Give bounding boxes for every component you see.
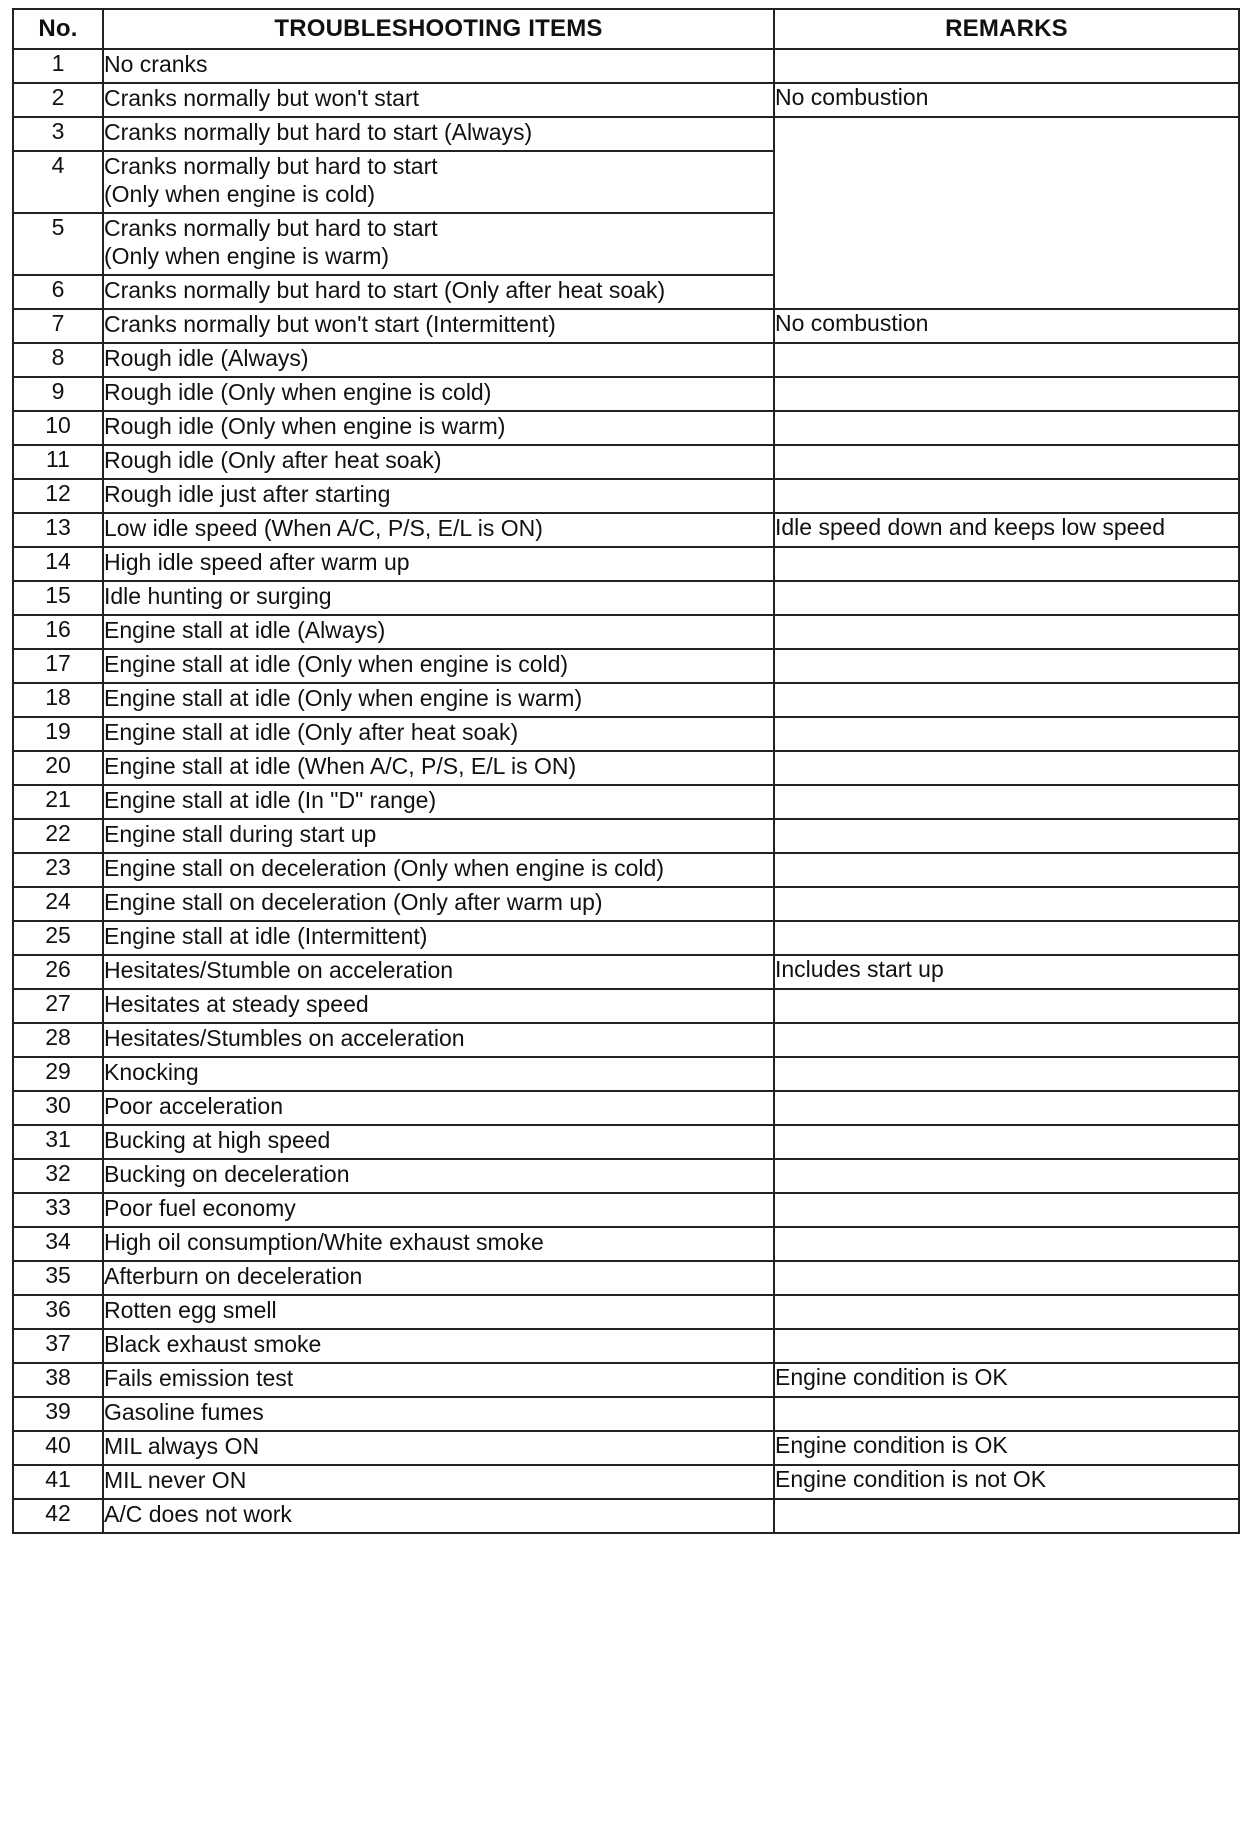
- item-text-line: Rough idle (Only when engine is cold): [104, 379, 492, 405]
- troubleshooting-item: [103, 649, 774, 683]
- item-text-line: Cranks normally but hard to start: [104, 215, 438, 241]
- table-row: [13, 1091, 1239, 1125]
- row-number: 32: [13, 1159, 103, 1193]
- remark-cell: [774, 1159, 1239, 1193]
- item-text-line: Engine stall at idle (Only when engine is cold): [104, 651, 569, 677]
- table-row: [13, 751, 1239, 785]
- header-no: No.: [13, 9, 103, 49]
- troubleshooting-item: [103, 49, 774, 83]
- item-text-line: Engine stall at idle (Always): [104, 617, 386, 643]
- troubleshooting-item: [103, 343, 774, 377]
- troubleshooting-item: [103, 1295, 774, 1329]
- table-row: [13, 1125, 1239, 1159]
- table-row: [13, 1193, 1239, 1227]
- row-number: 17: [13, 649, 103, 683]
- row-number: 42: [13, 1499, 103, 1533]
- row-number: 35: [13, 1261, 103, 1295]
- remark-cell: [774, 1329, 1239, 1363]
- remark-cell: [774, 887, 1239, 921]
- item-text-line: Poor acceleration: [104, 1093, 283, 1119]
- remark-cell: No combustion: [774, 83, 1239, 117]
- table-row: [13, 853, 1239, 887]
- remark-cell: [774, 1023, 1239, 1057]
- troubleshooting-item: [103, 581, 774, 615]
- item-text-line: Idle hunting or surging: [104, 583, 332, 609]
- item-text-line: Cranks normally but won't start: [104, 85, 420, 111]
- item-text-line: Engine stall on deceleration (Only after warm up): [104, 889, 603, 915]
- remark-cell: [774, 649, 1239, 683]
- troubleshooting-item: [103, 513, 774, 547]
- table-row: [13, 513, 1239, 547]
- table-row: [13, 377, 1239, 411]
- remark-cell: [774, 1295, 1239, 1329]
- row-number: 14: [13, 547, 103, 581]
- table-row: [13, 1023, 1239, 1057]
- table-row: [13, 547, 1239, 581]
- item-text-line: (Only when engine is cold): [104, 181, 376, 207]
- table-row: [13, 1363, 1239, 1397]
- remark-cell: [774, 343, 1239, 377]
- item-text-line: Rough idle (Only when engine is warm): [104, 413, 506, 439]
- troubleshooting-item: [103, 547, 774, 581]
- row-number: 20: [13, 751, 103, 785]
- table-body: [13, 49, 1239, 1533]
- row-number: 12: [13, 479, 103, 513]
- troubleshooting-item: [103, 853, 774, 887]
- item-text-line: Engine stall at idle (In "D" range): [104, 787, 437, 813]
- remark-cell: [774, 411, 1239, 445]
- item-text-line: MIL always ON: [104, 1433, 260, 1459]
- troubleshooting-item: [103, 151, 774, 213]
- table-row: [13, 411, 1239, 445]
- troubleshooting-item: [103, 1431, 774, 1465]
- item-text-line: Afterburn on deceleration: [104, 1263, 363, 1289]
- table-row: [13, 989, 1239, 1023]
- troubleshooting-item: [103, 1465, 774, 1499]
- remark-cell: [774, 717, 1239, 751]
- remark-cell: Includes start up: [774, 955, 1239, 989]
- troubleshooting-item: [103, 921, 774, 955]
- table-row: [13, 49, 1239, 83]
- row-number: 25: [13, 921, 103, 955]
- remark-cell: [774, 989, 1239, 1023]
- table-row: [13, 1057, 1239, 1091]
- troubleshooting-item: [103, 1499, 774, 1533]
- row-number: 28: [13, 1023, 103, 1057]
- remark-cell: Engine condition is not OK: [774, 1465, 1239, 1499]
- table-row: [13, 785, 1239, 819]
- troubleshooting-item: [103, 1023, 774, 1057]
- remark-cell: [774, 1091, 1239, 1125]
- remark-cell: No combustion: [774, 309, 1239, 343]
- table-row: [13, 819, 1239, 853]
- row-number: 36: [13, 1295, 103, 1329]
- item-text-line: A/C does not work: [104, 1501, 292, 1527]
- table-row: [13, 1431, 1239, 1465]
- header-remarks: REMARKS: [774, 9, 1239, 49]
- item-text-line: Hesitates/Stumble on acceleration: [104, 957, 454, 983]
- table-row: [13, 309, 1239, 343]
- remark-cell: [774, 785, 1239, 819]
- item-text-line: Black exhaust smoke: [104, 1331, 322, 1357]
- item-text-line: Cranks normally but hard to start (Always): [104, 119, 533, 145]
- table-row: [13, 1227, 1239, 1261]
- remark-cell: [774, 49, 1239, 83]
- item-text-line: Cranks normally but hard to start: [104, 153, 438, 179]
- troubleshooting-item: [103, 117, 774, 151]
- table-row: [13, 1465, 1239, 1499]
- table-row: [13, 1499, 1239, 1533]
- item-text-line: High idle speed after warm up: [104, 549, 410, 575]
- remark-cell: [774, 1261, 1239, 1295]
- table-row: [13, 683, 1239, 717]
- table-row: [13, 117, 1239, 151]
- troubleshooting-item: [103, 213, 774, 275]
- table-row: [13, 1295, 1239, 1329]
- item-text-line: Gasoline fumes: [104, 1399, 264, 1425]
- troubleshooting-item: [103, 479, 774, 513]
- row-number: 27: [13, 989, 103, 1023]
- row-number: 11: [13, 445, 103, 479]
- troubleshooting-item: [103, 751, 774, 785]
- remark-cell: Engine condition is OK: [774, 1431, 1239, 1465]
- item-text-line: Hesitates/Stumbles on acceleration: [104, 1025, 465, 1051]
- item-text-line: Rotten egg smell: [104, 1297, 277, 1323]
- item-text-line: (Only when engine is warm): [104, 243, 390, 269]
- remark-cell: [774, 819, 1239, 853]
- remark-cell: [774, 1499, 1239, 1533]
- row-number: 37: [13, 1329, 103, 1363]
- table-row: [13, 83, 1239, 117]
- row-number: 6: [13, 275, 103, 309]
- troubleshooting-item: [103, 989, 774, 1023]
- troubleshooting-item: [103, 1397, 774, 1431]
- remark-cell: [774, 1397, 1239, 1431]
- item-text-line: Low idle speed (When A/C, P/S, E/L is ON): [104, 515, 543, 541]
- row-number: 18: [13, 683, 103, 717]
- item-text-line: Rough idle (Always): [104, 345, 309, 371]
- table-row: [13, 649, 1239, 683]
- row-number: 41: [13, 1465, 103, 1499]
- row-number: 31: [13, 1125, 103, 1159]
- header-troubleshooting-items: TROUBLESHOOTING ITEMS: [103, 9, 774, 49]
- remark-cell: [774, 683, 1239, 717]
- row-number: 30: [13, 1091, 103, 1125]
- remark-cell: [774, 1125, 1239, 1159]
- troubleshooting-item: [103, 377, 774, 411]
- row-number: 22: [13, 819, 103, 853]
- table-row: [13, 479, 1239, 513]
- table-row: [13, 581, 1239, 615]
- troubleshooting-item: [103, 1125, 774, 1159]
- table-row: [13, 887, 1239, 921]
- item-text-line: Engine stall at idle (When A/C, P/S, E/L is ON): [104, 753, 577, 779]
- row-number: 4: [13, 151, 103, 213]
- row-number: 21: [13, 785, 103, 819]
- item-text-line: Engine stall at idle (Only after heat soak): [104, 719, 519, 745]
- remark-cell: [774, 921, 1239, 955]
- remark-cell: [774, 1227, 1239, 1261]
- item-text-line: Bucking at high speed: [104, 1127, 331, 1153]
- table-row: [13, 343, 1239, 377]
- row-number: 38: [13, 1363, 103, 1397]
- row-number: 8: [13, 343, 103, 377]
- remark-cell: [774, 581, 1239, 615]
- troubleshooting-item: [103, 785, 774, 819]
- remark-cell: [774, 1057, 1239, 1091]
- table-row: [13, 615, 1239, 649]
- remark-cell-merged: [774, 117, 1239, 309]
- table-row: [13, 921, 1239, 955]
- troubleshooting-item: [103, 1057, 774, 1091]
- row-number: 34: [13, 1227, 103, 1261]
- remark-cell: [774, 479, 1239, 513]
- remark-cell: [774, 751, 1239, 785]
- row-number: 5: [13, 213, 103, 275]
- troubleshooting-item: [103, 819, 774, 853]
- remark-cell: Idle speed down and keeps low speed: [774, 513, 1239, 547]
- item-text-line: Engine stall at idle (Only when engine is warm): [104, 685, 583, 711]
- row-number: 23: [13, 853, 103, 887]
- item-text-line: Engine stall on deceleration (Only when engine is cold): [104, 855, 664, 881]
- remark-cell: [774, 547, 1239, 581]
- remark-cell: [774, 445, 1239, 479]
- troubleshooting-item: [103, 275, 774, 309]
- item-text-line: Hesitates at steady speed: [104, 991, 369, 1017]
- remark-cell: [774, 377, 1239, 411]
- remark-cell: [774, 615, 1239, 649]
- troubleshooting-item: [103, 1227, 774, 1261]
- remark-cell: [774, 1193, 1239, 1227]
- row-number: 19: [13, 717, 103, 751]
- row-number: 2: [13, 83, 103, 117]
- item-text-line: MIL never ON: [104, 1467, 247, 1493]
- troubleshooting-item: [103, 83, 774, 117]
- row-number: 3: [13, 117, 103, 151]
- troubleshooting-sheet: [12, 8, 1238, 1534]
- row-number: 40: [13, 1431, 103, 1465]
- row-number: 15: [13, 581, 103, 615]
- troubleshooting-item: [103, 1261, 774, 1295]
- item-text-line: Engine stall at idle (Intermittent): [104, 923, 428, 949]
- row-number: 1: [13, 49, 103, 83]
- table-row: [13, 445, 1239, 479]
- item-text-line: Bucking on deceleration: [104, 1161, 350, 1187]
- troubleshooting-item: [103, 1159, 774, 1193]
- row-number: 39: [13, 1397, 103, 1431]
- row-number: 16: [13, 615, 103, 649]
- troubleshooting-item: [103, 1193, 774, 1227]
- item-text-line: Knocking: [104, 1059, 199, 1085]
- table-row: [13, 955, 1239, 989]
- row-number: 9: [13, 377, 103, 411]
- troubleshooting-item: [103, 309, 774, 343]
- item-text-line: High oil consumption/White exhaust smoke: [104, 1229, 544, 1255]
- troubleshooting-item: [103, 1363, 774, 1397]
- troubleshooting-table: [12, 8, 1240, 1534]
- troubleshooting-item: [103, 411, 774, 445]
- troubleshooting-item: [103, 1329, 774, 1363]
- table-row: [13, 1261, 1239, 1295]
- row-number: 10: [13, 411, 103, 445]
- item-text-line: Engine stall during start up: [104, 821, 377, 847]
- row-number: 33: [13, 1193, 103, 1227]
- row-number: 7: [13, 309, 103, 343]
- item-text-line: Rough idle just after starting: [104, 481, 391, 507]
- troubleshooting-item: [103, 717, 774, 751]
- troubleshooting-item: [103, 615, 774, 649]
- item-text-line: Poor fuel economy: [104, 1195, 296, 1221]
- troubleshooting-item: [103, 445, 774, 479]
- table-row: [13, 1329, 1239, 1363]
- remark-cell: [774, 853, 1239, 887]
- troubleshooting-item: [103, 1091, 774, 1125]
- header-row: [13, 9, 1239, 49]
- table-row: [13, 717, 1239, 751]
- table-row: [13, 1159, 1239, 1193]
- troubleshooting-item: [103, 887, 774, 921]
- row-number: 26: [13, 955, 103, 989]
- troubleshooting-item: [103, 955, 774, 989]
- troubleshooting-item: [103, 683, 774, 717]
- item-text-line: Cranks normally but won't start (Intermittent): [104, 311, 556, 337]
- remark-cell: Engine condition is OK: [774, 1363, 1239, 1397]
- item-text-line: Rough idle (Only after heat soak): [104, 447, 442, 473]
- row-number: 29: [13, 1057, 103, 1091]
- item-text-line: Cranks normally but hard to start (Only after heat soak): [104, 277, 666, 303]
- row-number: 13: [13, 513, 103, 547]
- table-row: [13, 1397, 1239, 1431]
- item-text-line: No cranks: [104, 51, 208, 77]
- row-number: 24: [13, 887, 103, 921]
- item-text-line: Fails emission test: [104, 1365, 294, 1391]
